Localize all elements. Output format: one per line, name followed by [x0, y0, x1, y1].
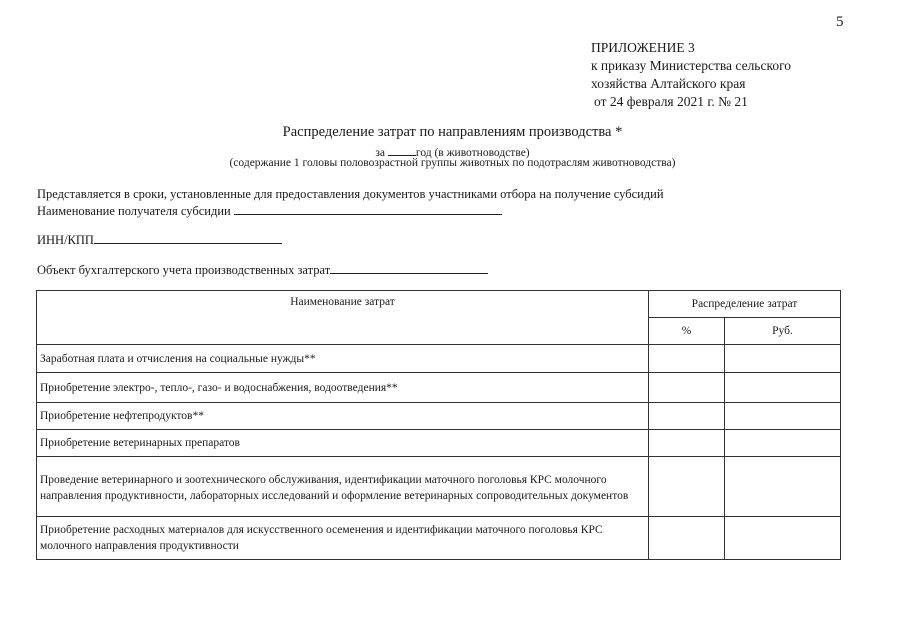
object-blank [330, 262, 488, 274]
cost-distribution-table [36, 290, 841, 560]
header-distribution: Распределение затрат [649, 291, 841, 318]
table-row [37, 345, 841, 373]
document-subtitle: (содержание 1 головы половозрастной группы животных по подотраслям животноводства) [229, 157, 676, 169]
table-row [37, 373, 841, 403]
cost-name-cell: Приобретение электро-, тепло-, газо- и водоснабжения, водоотведения** [37, 373, 649, 403]
rub-cell[interactable] [725, 430, 841, 457]
appendix-line-3: хозяйства Алтайского края [591, 76, 746, 91]
rub-cell[interactable] [725, 345, 841, 373]
appendix-line-4: от 24 февраля 2021 г. № 21 [594, 94, 748, 109]
header-rub: Руб. [725, 318, 841, 345]
rub-cell[interactable] [725, 517, 841, 560]
percent-cell[interactable] [649, 430, 725, 457]
percent-cell[interactable] [649, 403, 725, 430]
appendix-header [591, 39, 791, 111]
object-label: Объект бухгалтерского учета производственных затрат [37, 263, 331, 277]
cost-name-cell: Проведение ветеринарного и зоотехнического обслуживания, идентификации маточного поголовья КРС молочного направления продуктивности, лабораторных исследований и оформление ветеринарных сопроводительных документов [37, 457, 649, 517]
inn-label: ИНН/КПП [37, 233, 94, 247]
appendix-line-1: ПРИЛОЖЕНИЕ 3 [591, 40, 695, 55]
cost-name-cell: Приобретение расходных материалов для искусственного осеменения и идентификации маточного поголовья КРС молочного направления продуктивности [37, 517, 649, 560]
percent-cell[interactable] [649, 457, 725, 517]
recipient-label: Наименование получателя субсидии [37, 204, 231, 218]
cost-name-cell: Приобретение нефтепродуктов** [37, 403, 649, 430]
table-header-row [37, 291, 841, 318]
object-line [37, 262, 488, 278]
percent-cell[interactable] [649, 373, 725, 403]
table-row [37, 403, 841, 430]
recipient-blank [234, 203, 502, 215]
rub-cell[interactable] [725, 457, 841, 517]
cost-name-cell: Заработная плата и отчисления на социальные нужды** [37, 345, 649, 373]
rub-cell[interactable] [725, 403, 841, 430]
document-title: Распределение затрат по направлениям производства * [282, 124, 623, 140]
deadline-text: Представляется в сроки, установленные для предоставления документов участниками отбора на получение субсидий [37, 187, 664, 201]
cost-name-cell: Приобретение ветеринарных препаратов [37, 430, 649, 457]
year-blank [388, 144, 416, 156]
table-row [37, 430, 841, 457]
year-prefix: за [375, 147, 386, 159]
inn-line [37, 232, 282, 248]
table-row [37, 517, 841, 560]
page-number: 5 [836, 14, 844, 30]
percent-cell[interactable] [649, 517, 725, 560]
table-row [37, 457, 841, 517]
year-suffix: год (в животноводстве) [415, 147, 530, 159]
percent-cell[interactable] [649, 345, 725, 373]
recipient-line [37, 203, 502, 219]
inn-blank [94, 232, 282, 244]
appendix-line-2: к приказу Министерства сельского [591, 58, 792, 73]
header-cost-name: Наименование затрат [37, 291, 649, 345]
rub-cell[interactable] [725, 373, 841, 403]
header-percent: % [649, 318, 725, 345]
